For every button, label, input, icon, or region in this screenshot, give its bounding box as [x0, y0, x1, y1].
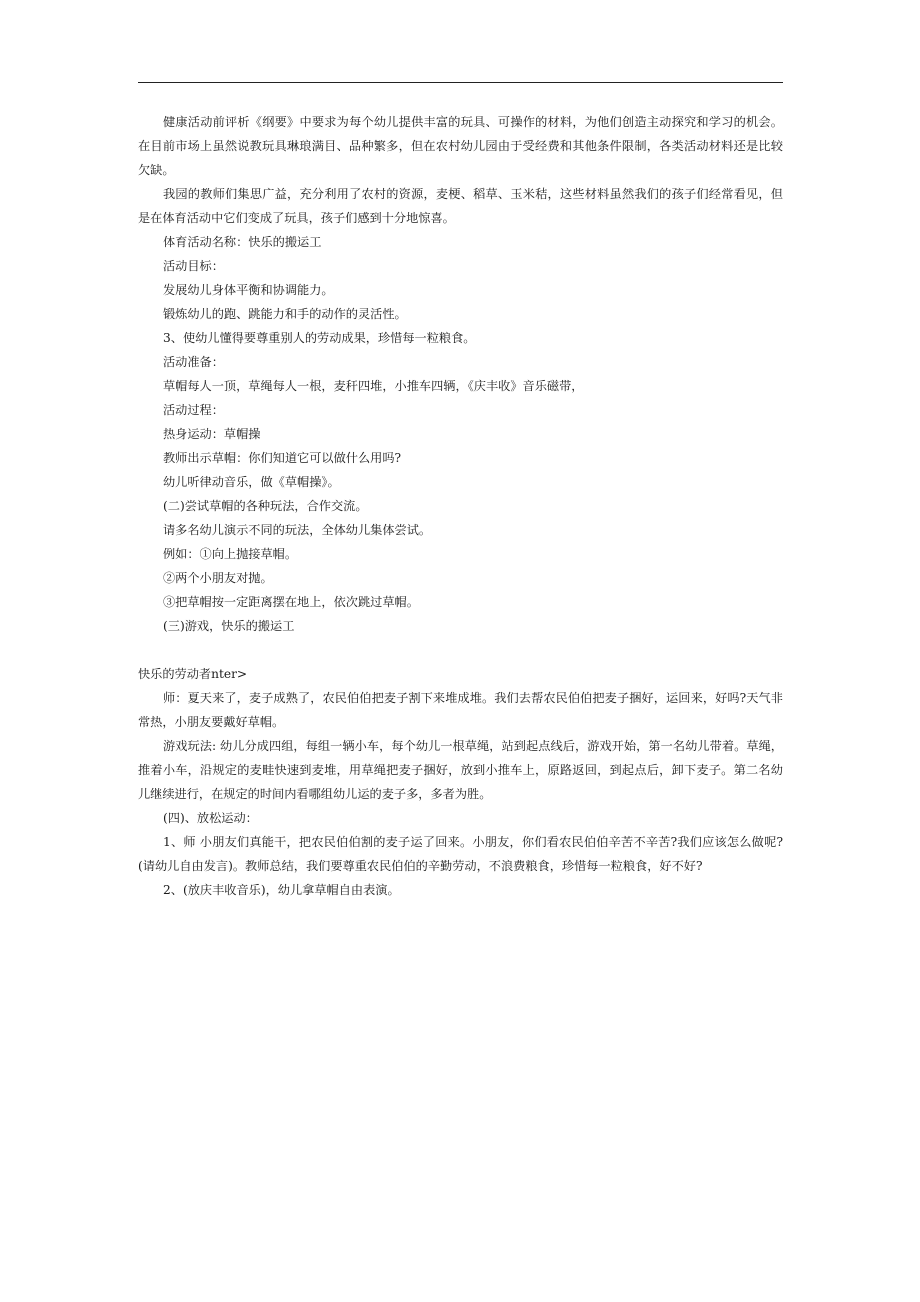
teacher-intro: 师：夏天来了，麦子成熟了，农民伯伯把麦子割下来堆成堆。我们去帮农民伯伯把麦子捆好，运回来，好吗?天气非常热，小朋友要戴好草帽。	[138, 691, 783, 729]
goal-item: 锻炼幼儿的跑、跳能力和手的动作的灵活性。	[163, 307, 407, 321]
process-step: (三)游戏，快乐的搬运工	[163, 619, 295, 633]
process-step: ②两个小朋友对抛。	[163, 571, 273, 585]
section-heading: 快乐的劳动者nter>	[138, 667, 248, 681]
activity-name: 体育活动名称：快乐的搬运工	[163, 235, 322, 249]
activity-goals-heading: 活动目标：	[163, 259, 224, 273]
process-step: 例如：①向上抛接草帽。	[163, 547, 298, 561]
relax-heading: (四)、放松运动：	[163, 811, 258, 825]
goal-item: 发展幼儿身体平衡和协调能力。	[163, 283, 334, 297]
process-step: 教师出示草帽：你们知道它可以做什么用吗?	[163, 451, 402, 465]
activity-prep-materials: 草帽每人一顶，草绳每人一根，麦秆四堆，小推车四辆，《庆丰收》音乐磁带，	[163, 379, 584, 393]
relax-step: 2、(放庆丰收音乐)，幼儿拿草帽自由表演。	[163, 883, 400, 897]
process-step: 请多名幼儿演示不同的玩法，全体幼儿集体尝试。	[163, 523, 432, 537]
blank-line	[138, 638, 783, 662]
process-step: ③把草帽按一定距离摆在地上，依次跳过草帽。	[163, 595, 419, 609]
game-rules: 游戏玩法: 幼儿分成四组，每组一辆小车，每个幼儿一根草绳，站到起点线后，游戏开始，第一名幼儿带着。草绳，推着小车，沿规定的麦畦快速到麦堆，用草绳把麦子捆好，放到小推车上，原路返回，到起点后，卸下麦子。第二名幼儿继续进行，在规定的时间内看哪组幼儿运的麦子多，多者为胜。	[138, 739, 783, 801]
activity-prep-heading: 活动准备：	[163, 355, 224, 369]
process-step: 幼儿听律动音乐，做《草帽操》。	[163, 475, 340, 489]
goal-item: 3、使幼儿懂得要尊重别人的劳动成果，珍惜每一粒粮食。	[163, 331, 476, 345]
paragraph-intro: 健康活动前评析《纲要》中要求为每个幼儿提供丰富的玩具、可操作的材料，为他们创造主动探究和学习的机会。在目前市场上虽然说教玩具琳琅满目、品种繁多，但在农村幼儿园由于受经费和其他条件限制，各类活动材料还是比较欠缺。	[138, 115, 783, 177]
document-body	[138, 110, 783, 902]
activity-process-heading: 活动过程：	[163, 403, 224, 417]
process-step: 热身运动：草帽操	[163, 427, 261, 441]
header-rule	[138, 82, 783, 83]
relax-step: 1、师 小朋友们真能干，把农民伯伯割的麦子运了回来。小朋友，你们看农民伯伯辛苦不辛苦?我们应该怎么做呢?(请幼儿自由发言)。教师总结，我们要尊重农民伯伯的辛勤劳动，不浪费粮食，珍惜每一粒粮食，好不好?	[138, 835, 783, 873]
paragraph-resources: 我园的教师们集思广益，充分利用了农村的资源，麦梗、稻草、玉米秸，这些材料虽然我们的孩子们经常看见，但是在体育活动中它们变成了玩具，孩子们感到十分地惊喜。	[138, 187, 783, 225]
process-step: (二)尝试草帽的各种玩法，合作交流。	[163, 499, 368, 513]
